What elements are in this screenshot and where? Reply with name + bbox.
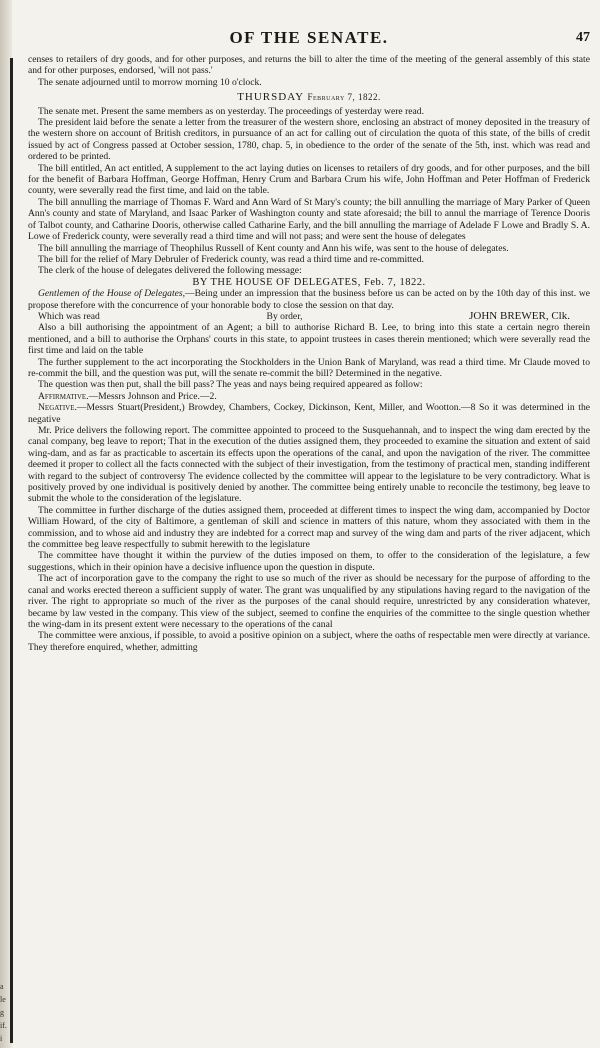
margin-fragments bbox=[0, 980, 10, 1045]
affirmative-label: Affirmative. bbox=[38, 390, 89, 402]
paragraph: The clerk of the house of delegates delivered the following message: bbox=[38, 265, 302, 277]
paragraph: The bill for the relief of Mary Debruler of Frederick county, was read a third time and re-committed. bbox=[38, 253, 424, 265]
paragraph: The bill annulling the marriage of Thomas F. Ward and Ann Ward of St Mary's county; the bill annulling the marriage of Mary Parker of Queen Ann's county and state of Maryland, and Isaac Parker of Washington county and state aforesaid; the bill to annul the marriage of Terence Dooris of Talbot county, and Catharine Dooris, otherwise called Catharine Early, and the bill annulling the marriage of Adelade F Lowe and Bradly S. A. Lowe of Frederick county, were severally read a third time and will not pass; and were sent the house of delegates bbox=[28, 196, 590, 243]
paragraph: The bill entitled, An act entitled, A supplement to the act laying duties on licenses to retailers of dry goods, and for other purposes, and the bill for the benefit of Barbara Hoffman, George Hoffman, Henry Crum and Barbara Crum his wife, John Hoffman and Peter Hoffman of Frederick county, were severally read the first time, and laid on the table. bbox=[28, 162, 590, 197]
running-title: OF THE SENATE. bbox=[229, 28, 389, 47]
negative-text: —Messrs Stuart(President,) Browdey, Chambers, Cockey, Dickinson, Kent, Miller, and Wootton.—8 So it was determined in the negative bbox=[28, 402, 590, 425]
affirmative-text: —Messrs Johnson and Price.—2. bbox=[88, 390, 217, 402]
margin-fragment: i bbox=[0, 1034, 3, 1043]
dateline-day: THURSDAY bbox=[237, 91, 304, 104]
vote-negative bbox=[28, 402, 590, 425]
paragraph: The committee in further discharge of the duties assigned them, proceeded at different times to inspect the wing dam, accompanied by Doctor William Howard, of the city of Baltimore, a gentleman of skill and science in matters of this nature, whom they associated with them in the commission, and to whose aid and industry they are indebted for a correct map and survey of the wing dam and parts of the river adjacent, which the committee beg leave respectfully to submit herewith to the legislature bbox=[28, 504, 590, 551]
paragraph: The further supplement to the act incorporating the Stockholders in the Union Bank of Maryland, was read a third time. Mr Claude moved to re-commit the bill, and the question was put, will the senate re-commit the bill? Determined in the negative. bbox=[28, 356, 590, 379]
paragraph: Also a bill authorising the appointment of an Agent; a bill to authorise Richard B. Lee, to bring into this state a certain negro therein mentioned, and a bill to authorise the Orphans' courts in this state, to appoint trustees in cases therein mentioned; which were severally read the first time and laid on the table bbox=[28, 322, 590, 357]
paragraph: Mr. Price delivers the following report. The committee appointed to proceed to the Susquehannah, and to inspect the wing dam erected by the canal company, beg leave to report; That in the execution of the duties assigned them, they proceeded to examine the situation and extent of said wing-dam, and as far as practicable to ascertain its effects upon the operations of the canal, and upon the navigation of the river. The committee deemed it proper to collect all the facts connected with the subject of their investigation, from the testimony of practical men, standing indifferent with regard to the subject of controversy The evidence collected by the committee will appear to the legislature to be very contradictory. What is positively proved by one individual is positively denied by another. The committee being entirely unable to reconcile the testimony, beg leave to submit the whole to the consideration of the legislature. bbox=[28, 425, 590, 505]
by-order: By order, bbox=[266, 310, 303, 322]
paragraph: The act of incorporation gave to the company the right to use so much of the river as should be necessary for the purpose of affording to the canal and works erected thereon a sufficient supply of water. The grant was unqualified by any stipulations having regard to the navigation of the river. The right to appropriate so much of the river as the purposes of the canal should require, unrestricted by any consideration whatever, became by law vested in the company. This view of the subject, seemed to confine the enquiries of the committee to the single question whether the wing-dam in its present extent were necessary to the operations of the canal bbox=[28, 573, 590, 630]
paragraph: censes to retailers of dry goods, and for other purposes, and returns the bill to alter the time of the meeting of the general assembly of this state and for other purposes, endorsed, 'will not pass.' bbox=[28, 54, 590, 77]
paragraph: The committee were anxious, if possible, to avoid a positive opinion on a subject, where the oaths of respectable men were directly at variance. They therefore enquired, whether, admitting bbox=[28, 630, 590, 653]
message-body: —Being under an impression that the business before us can be acted on by the 10th day of this inst. we propose therefore with the concurrence of your honorable body to close the session on that day. bbox=[28, 288, 591, 311]
clerk-signature: JOHN BREWER, Clk. bbox=[469, 309, 570, 322]
dateline-date: February 7, 1822. bbox=[307, 92, 381, 103]
margin-fragment: a bbox=[0, 982, 4, 991]
paragraph: The senate met. Present the same members as on yesterday. The proceedings of yesterday were read. bbox=[38, 105, 424, 117]
margin-fragment: if. bbox=[0, 1021, 7, 1030]
page bbox=[28, 28, 590, 653]
which-read: Which was read bbox=[38, 310, 100, 322]
negative-label: Negative. bbox=[38, 402, 77, 414]
margin-fragment: g bbox=[0, 1008, 4, 1017]
message bbox=[28, 288, 590, 311]
margin-fragment: le bbox=[0, 995, 6, 1004]
signature-row bbox=[28, 311, 590, 322]
paragraph: The committee have thought it within the purview of the duties imposed on them, to offer to the consideration of the legislature, a few suggestions, which in their opinion have a decisive influence upon the question in dispute. bbox=[28, 550, 590, 573]
paragraph: The senate adjourned until to morrow morning 10 o'clock. bbox=[38, 76, 262, 88]
journal-body bbox=[28, 54, 590, 653]
message-heading: BY THE HOUSE OF DELEGATES, Feb. 7, 1822. bbox=[192, 276, 426, 288]
binding-rule bbox=[10, 58, 13, 1043]
paragraph: The question was then put, shall the bill pass? The yeas and nays being required appeared as follow: bbox=[38, 379, 423, 391]
paragraph: The president laid before the senate a letter from the treasurer of the western shore, enclosing an abstract of money deposited in the treasury of the western shore on account of British creditors, in pursuance of an act for calling out of circulation the quota of this state, of the bills of credit issued by act of Congress passed at October session, 1780, chap. 5, in obedience to the order of the senate of the 5th, inst. which was read and ordered to be printed. bbox=[28, 117, 590, 163]
message-salutation: Gentlemen of the House of Delegates, bbox=[38, 288, 186, 300]
paragraph: The bill annulling the marriage of Theophilus Russell of Kent county and Ann his wife, was sent to the house of delegates. bbox=[38, 242, 509, 254]
page-number: 47 bbox=[576, 30, 590, 45]
page-header bbox=[28, 28, 590, 54]
vote-affirmative bbox=[28, 391, 590, 402]
dateline bbox=[28, 92, 590, 103]
